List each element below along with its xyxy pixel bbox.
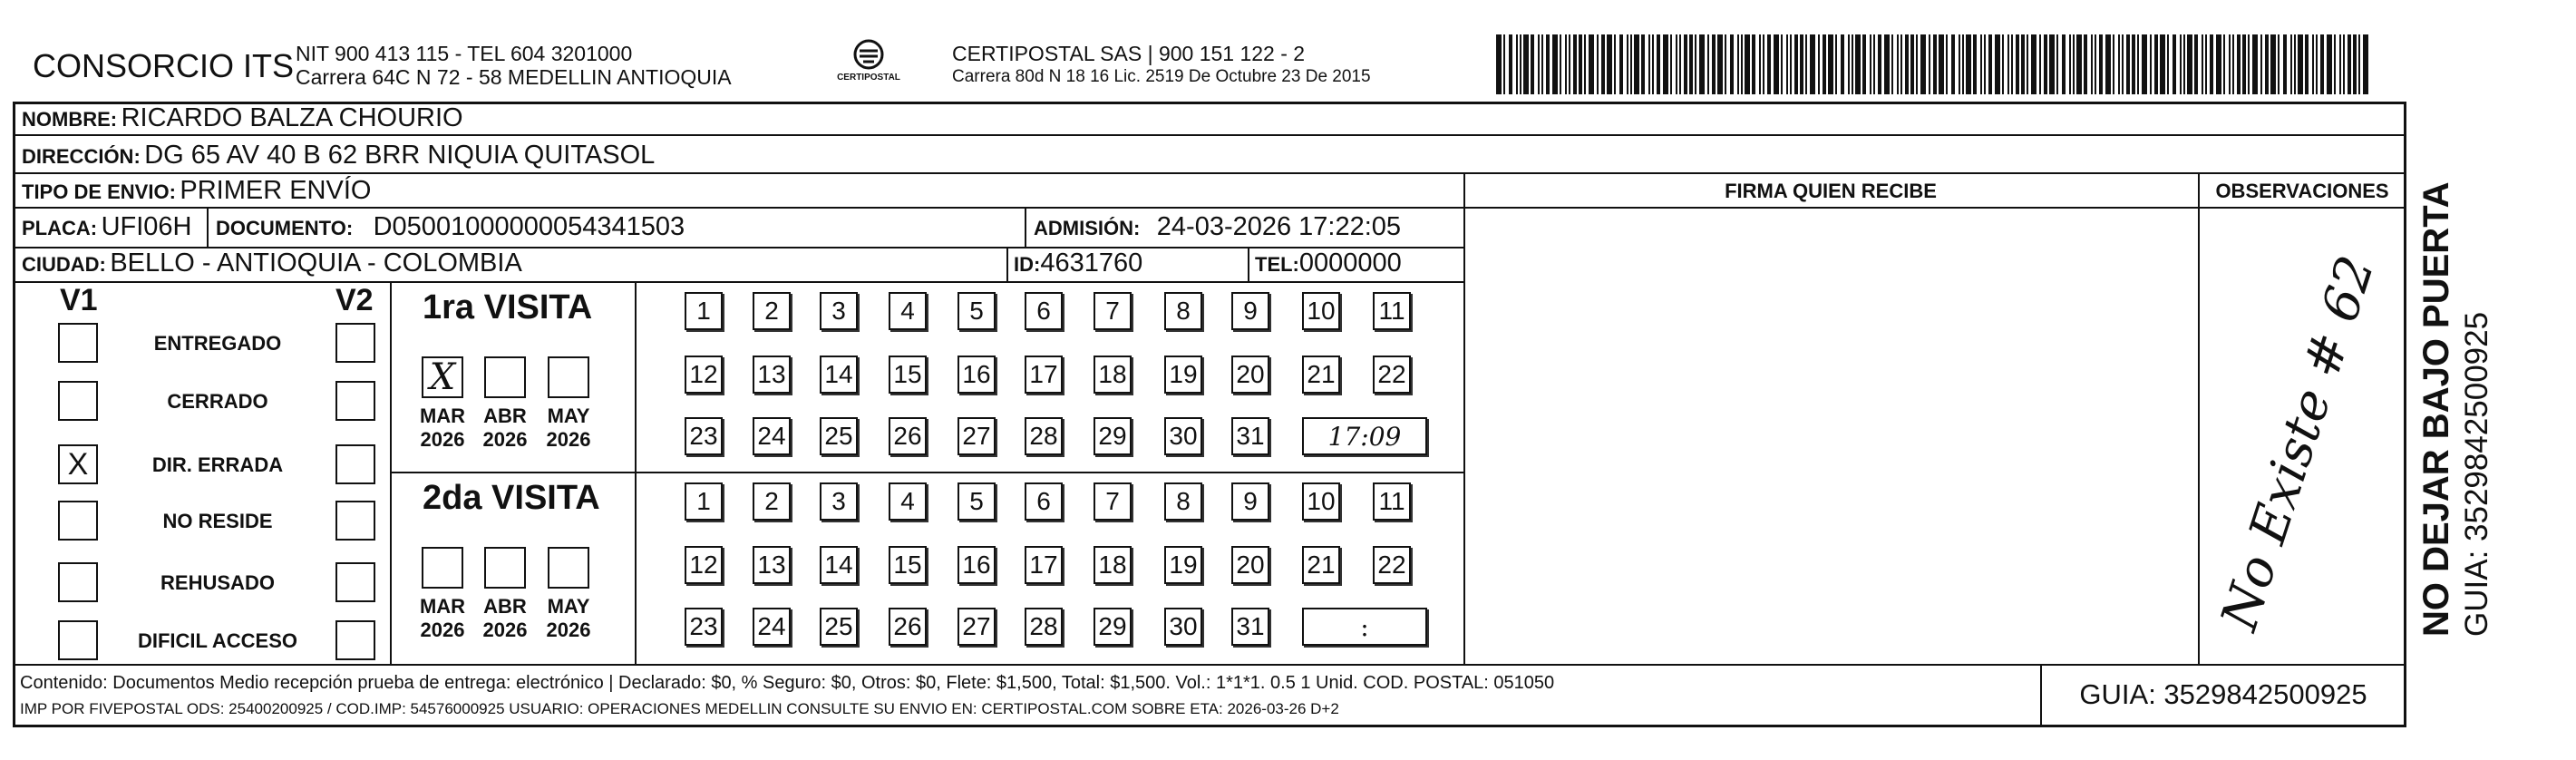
visit-2-day-6[interactable]: 6: [1025, 482, 1063, 521]
visit-2-day-19[interactable]: 19: [1164, 546, 1202, 584]
visit-2-day-7[interactable]: 7: [1094, 482, 1132, 521]
v1-checkbox-entregado[interactable]: [58, 323, 98, 363]
visit-1-month-label: [415, 404, 470, 452]
visit-1-day-30[interactable]: 30: [1164, 417, 1202, 455]
visit-2-day-17[interactable]: 17: [1025, 546, 1063, 584]
tipo-value: PRIMER ENVÍO: [180, 176, 372, 205]
id-cell: [1014, 248, 1142, 278]
visit-2-day-31[interactable]: 31: [1231, 608, 1269, 646]
id-value: 4631760: [1040, 248, 1143, 278]
footer-guia: GUIA: 3529842500925: [2079, 678, 2367, 710]
visit-1-day-8[interactable]: 8: [1164, 292, 1202, 330]
visit-2-day-26[interactable]: 26: [889, 608, 927, 646]
visit-2-day-1[interactable]: 1: [685, 482, 723, 521]
nombre-row: [22, 103, 463, 133]
barcode: [1496, 34, 2367, 94]
visit-1-day-28[interactable]: 28: [1025, 417, 1063, 455]
v1-checkbox-dificil-acceso[interactable]: [58, 620, 98, 660]
visit-2-day-8[interactable]: 8: [1164, 482, 1202, 521]
month-year: 2026: [420, 619, 465, 641]
month-year: 2026: [420, 428, 465, 451]
placa-cell: [22, 212, 191, 242]
month-year: 2026: [482, 428, 528, 451]
tel-cell: [1255, 248, 1402, 278]
v2-checkbox-entregado[interactable]: [335, 323, 375, 363]
visit-1-day-27[interactable]: 27: [957, 417, 996, 455]
tel-value: 0000000: [1298, 248, 1402, 278]
tel-label: TEL:: [1255, 253, 1299, 276]
company-name: CONSORCIO ITS: [33, 47, 295, 84]
observaciones-header: OBSERVACIONES: [2215, 180, 2389, 202]
visit-2-month-box-mar[interactable]: [422, 547, 463, 589]
visit-1-day-22[interactable]: 22: [1373, 356, 1411, 394]
v2-checkbox-no-reside[interactable]: [335, 501, 375, 541]
visit-1-day-19[interactable]: 19: [1164, 356, 1202, 394]
status-label-no-reside: NO RESIDE: [162, 510, 273, 532]
month-name: ABR: [483, 595, 527, 618]
v2-label: V2: [335, 283, 374, 317]
visit-1-day-14[interactable]: 14: [820, 356, 858, 394]
visit-1-day-31[interactable]: 31: [1231, 417, 1269, 455]
courier-info-line1: CERTIPOSTAL SAS | 900 151 122 - 2: [952, 42, 1306, 65]
status-label-dificil-acceso: DIFICIL ACCESO: [137, 629, 297, 652]
status-label-rehusado: REHUSADO: [160, 571, 275, 594]
visit-1-day-1[interactable]: 1: [685, 292, 723, 330]
direccion-row: [22, 141, 655, 171]
certipostal-logo: [832, 36, 905, 91]
visit-1-day-15[interactable]: 15: [889, 356, 927, 394]
tipo-label: TIPO DE ENVIO:: [22, 180, 176, 203]
visit-1-day-23[interactable]: 23: [685, 417, 723, 455]
v2-checkbox-rehusado[interactable]: [335, 562, 375, 602]
visit-1-day-13[interactable]: 13: [753, 356, 791, 394]
id-label: ID:: [1014, 253, 1041, 276]
visit-2-day-18[interactable]: 18: [1094, 546, 1132, 584]
visit-2-day-22[interactable]: 22: [1373, 546, 1411, 584]
visit-1-month-label: [478, 404, 532, 452]
logo-text: CERTIPOSTAL: [837, 73, 900, 83]
visit-2-time[interactable]: :: [1302, 608, 1427, 646]
v1-label: V1: [60, 283, 98, 317]
month-name: MAY: [547, 595, 590, 618]
ciudad-value: BELLO - ANTIOQUIA - COLOMBIA: [110, 248, 522, 278]
v2-checkbox-dir-errada[interactable]: [335, 444, 375, 484]
documento-cell: [216, 212, 685, 242]
visit-2-month-label: [541, 595, 596, 642]
visit-1-day-26[interactable]: 26: [889, 417, 927, 455]
direccion-label: DIRECCIÓN:: [22, 145, 141, 168]
month-year: 2026: [546, 428, 591, 451]
admision-value: 24-03-2026 17:22:05: [1156, 212, 1402, 241]
visit-1-day-5[interactable]: 5: [957, 292, 996, 330]
company-info-line1: NIT 900 413 115 - TEL 604 3201000: [296, 42, 633, 65]
visit-1-day-4[interactable]: 4: [889, 292, 927, 330]
side-line1: NO DEJAR BAJO PUERTA: [2416, 181, 2456, 637]
side-line2: GUIA: 3529842500925: [2459, 311, 2494, 637]
visit-2-day-27[interactable]: 27: [957, 608, 996, 646]
visit-1-day-18[interactable]: 18: [1094, 356, 1132, 394]
visit-2-day-23[interactable]: 23: [685, 608, 723, 646]
visit-2-day-25[interactable]: 25: [820, 608, 858, 646]
documento-label: DOCUMENTO:: [216, 217, 354, 239]
footer-line2: IMP POR FIVEPOSTAL ODS: 25400200925 / COD.IMP: 54576000925 USUARIO: OPERACIONES MEDELLIN CONSULTE SU ENVIO EN: CERTIPOSTAL.COM SOBRE ETA: 2026-03-26 D+2: [20, 700, 1339, 717]
admision-label: ADMISIÓN:: [1034, 217, 1141, 239]
visit-1-month-box-may[interactable]: [548, 356, 589, 398]
month-name: MAR: [419, 595, 466, 618]
visit-2-month-box-abr[interactable]: [484, 547, 526, 589]
visit-2-day-29[interactable]: 29: [1094, 608, 1132, 646]
visit-2-day-15[interactable]: 15: [889, 546, 927, 584]
visit-1-day-29[interactable]: 29: [1094, 417, 1132, 455]
visit-2-day-16[interactable]: 16: [957, 546, 996, 584]
visit-1-day-7[interactable]: 7: [1094, 292, 1132, 330]
visit-1-month-box-abr[interactable]: [484, 356, 526, 398]
visit-2-day-4[interactable]: 4: [889, 482, 927, 521]
v2-checkbox-cerrado[interactable]: [335, 381, 375, 421]
v2-checkbox-dificil-acceso[interactable]: [335, 620, 375, 660]
status-label-cerrado: CERRADO: [167, 390, 268, 413]
month-name: ABR: [483, 404, 527, 427]
visit-2-day-3[interactable]: 3: [820, 482, 858, 521]
visit-1-time[interactable]: 17:09: [1302, 417, 1427, 455]
month-name: MAY: [547, 404, 590, 427]
documento-value: D05001000000054341503: [373, 212, 685, 241]
status-label-dir-errada: DIR. ERRADA: [151, 453, 284, 476]
v1-checkbox-dir-errada[interactable]: [58, 444, 98, 484]
visit-1-day-25[interactable]: 25: [820, 417, 858, 455]
visit-2-day-30[interactable]: 30: [1164, 608, 1202, 646]
visit-2-day-20[interactable]: 20: [1231, 546, 1269, 584]
nombre-value: RICARDO BALZA CHOURIO: [121, 103, 463, 132]
v1-checkbox-no-reside[interactable]: [58, 501, 98, 541]
signature-area[interactable]: [1465, 209, 2196, 662]
visit-2-day-28[interactable]: 28: [1025, 608, 1063, 646]
v1-checkbox-cerrado[interactable]: [58, 381, 98, 421]
visit-2-day-2[interactable]: 2: [753, 482, 791, 521]
admision-cell: [1034, 212, 1401, 242]
visit-1-day-17[interactable]: 17: [1025, 356, 1063, 394]
visit-1-day-11[interactable]: 11: [1373, 292, 1411, 330]
visit-2-day-24[interactable]: 24: [753, 608, 791, 646]
visit-1-title: 1ra VISITA: [423, 288, 593, 326]
v1-checkbox-rehusado[interactable]: [58, 562, 98, 602]
visit-2-day-10[interactable]: 10: [1302, 482, 1340, 521]
visit-2-day-11[interactable]: 11: [1373, 482, 1411, 521]
observaciones-handwritten: No Existe # 62: [2210, 248, 2386, 638]
visit-1-month-box-mar[interactable]: [422, 356, 463, 398]
ciudad-cell: [22, 248, 522, 278]
visit-2-month-label: [478, 595, 532, 642]
firma-header: FIRMA QUIEN RECIBE: [1725, 180, 1937, 202]
visit-2-day-14[interactable]: 14: [820, 546, 858, 584]
nombre-label: NOMBRE:: [22, 108, 118, 131]
v1-check-mark: X: [67, 446, 89, 482]
visit-2-day-9[interactable]: 9: [1231, 482, 1269, 521]
visit-1-day-16[interactable]: 16: [957, 356, 996, 394]
visit-1-day-10[interactable]: 10: [1302, 292, 1340, 330]
status-label-entregado: ENTREGADO: [153, 332, 282, 355]
visit-1-day-6[interactable]: 6: [1025, 292, 1063, 330]
company-info-line2: Carrera 64C N 72 - 58 MEDELLIN ANTIOQUIA: [296, 65, 732, 89]
visit-2-month-box-may[interactable]: [548, 547, 589, 589]
visit-2-day-5[interactable]: 5: [957, 482, 996, 521]
tipo-row: [22, 176, 371, 206]
month-year: 2026: [482, 619, 528, 641]
visit-2-day-13[interactable]: 13: [753, 546, 791, 584]
visit-2-day-21[interactable]: 21: [1302, 546, 1340, 584]
visit-1-day-20[interactable]: 20: [1231, 356, 1269, 394]
visit-2-title: 2da VISITA: [423, 479, 600, 517]
visit-1-day-21[interactable]: 21: [1302, 356, 1340, 394]
visit-1-month-label: [541, 404, 596, 452]
visit-2-day-12[interactable]: 12: [685, 546, 723, 584]
visit-1-day-9[interactable]: 9: [1231, 292, 1269, 330]
direccion-value: DG 65 AV 40 B 62 BRR NIQUIA QUITASOL: [144, 141, 656, 170]
placa-label: PLACA:: [22, 217, 98, 239]
visit-1-day-12[interactable]: 12: [685, 356, 723, 394]
visit-1-day-24[interactable]: 24: [753, 417, 791, 455]
month-name: MAR: [419, 404, 466, 427]
visit-1-month-mark: X: [429, 356, 456, 398]
footer-line1: Contenido: Documentos Medio recepción prueba de entrega: electrónico | Declarado: $0, % Seguro: $0, Otros: $0, Flete: $1,500, Total: $1,500. Vol.: 1*1*1. 0.5 1 Unid. COD. POSTAL: 051050: [20, 673, 1555, 693]
side-warning: [2416, 129, 2495, 637]
placa-value: UFI06H: [101, 212, 192, 241]
visit-1-day-3[interactable]: 3: [820, 292, 858, 330]
visit-1-day-2[interactable]: 2: [753, 292, 791, 330]
courier-info-line2: Carrera 80d N 18 16 Lic. 2519 De Octubre 23 De 2015: [952, 67, 1371, 86]
visit-2-month-label: [415, 595, 470, 642]
ciudad-label: CIUDAD:: [22, 253, 106, 276]
month-year: 2026: [546, 619, 591, 641]
